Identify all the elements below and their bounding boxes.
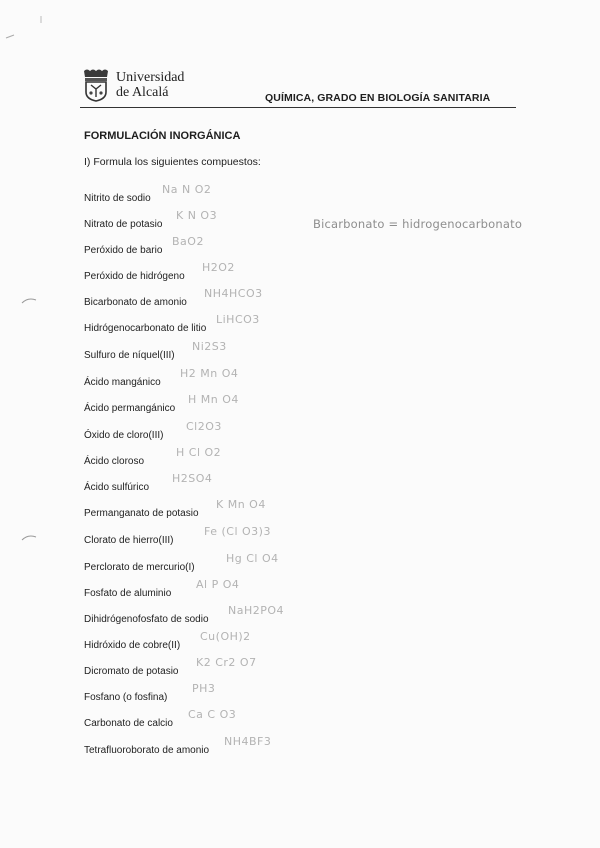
compound-name: Nitrito de sodio bbox=[84, 193, 151, 204]
handwritten-formula: Hg Cl O4 bbox=[226, 552, 279, 565]
compound-name: Sulfuro de níquel(III) bbox=[84, 350, 175, 361]
handwritten-side-note: Bicarbonato = hidrogenocarbonato bbox=[313, 217, 523, 231]
compound-row bbox=[84, 313, 260, 336]
compound-row bbox=[84, 656, 257, 679]
compound-name: Hidróxido de cobre(II) bbox=[84, 640, 181, 651]
compound-name: Ácido sulfúrico bbox=[84, 482, 150, 493]
compound-row bbox=[84, 287, 263, 310]
handwritten-formula: Ca C O3 bbox=[188, 708, 237, 721]
compound-name: Dihidrógenofosfato de sodio bbox=[84, 614, 209, 625]
compound-name: Clorato de hierro(III) bbox=[84, 535, 174, 546]
compound-row bbox=[84, 367, 239, 390]
compound-name: Permanganato de potasio bbox=[84, 508, 199, 519]
compound-row bbox=[84, 209, 218, 232]
compound-name: Ácido cloroso bbox=[84, 456, 145, 467]
compound-row bbox=[84, 183, 212, 206]
handwritten-formula: H Mn O4 bbox=[188, 393, 239, 406]
compound-row bbox=[84, 682, 216, 705]
course-title: QUÍMICA, GRADO EN BIOLOGÍA SANITARIA bbox=[265, 92, 491, 104]
compound-row bbox=[84, 735, 272, 758]
handwritten-formula: H Cl O2 bbox=[176, 446, 222, 459]
handwritten-formula: NH4HCO3 bbox=[204, 287, 263, 300]
compound-name: Fosfano (o fosfina) bbox=[84, 692, 168, 703]
compound-name: Peróxido de hidrógeno bbox=[84, 271, 185, 282]
handwritten-formula: Al P O4 bbox=[196, 578, 240, 591]
compound-row bbox=[84, 552, 279, 575]
handwritten-formula: H2O2 bbox=[202, 261, 235, 274]
compound-name: Ácido permangánico bbox=[84, 403, 176, 414]
scan-mark-icon bbox=[4, 32, 18, 42]
compound-row bbox=[84, 472, 213, 495]
handwritten-formula: H2SO4 bbox=[172, 472, 213, 485]
punch-hole-mark-icon bbox=[20, 533, 38, 543]
university-name bbox=[116, 70, 184, 100]
handwritten-formula: K Mn O4 bbox=[216, 498, 266, 511]
university-logo bbox=[80, 68, 190, 104]
compound-name: Peróxido de bario bbox=[84, 245, 163, 256]
compound-row bbox=[84, 393, 239, 416]
handwritten-formula: PH3 bbox=[192, 682, 216, 695]
compound-name: Tetrafluoroborato de amonio bbox=[84, 745, 210, 756]
compound-name: Hidrógenocarbonato de litio bbox=[84, 323, 207, 334]
university-name-line1: Universidad bbox=[116, 70, 185, 85]
compound-name: Ácido mangánico bbox=[84, 377, 161, 388]
compound-name: Dicromato de potasio bbox=[84, 666, 179, 677]
handwritten-formula: Na N O2 bbox=[162, 183, 212, 196]
section-title: FORMULACIÓN INORGÁNICA bbox=[84, 130, 241, 142]
university-name-line2: de Alcalá bbox=[116, 85, 169, 100]
handwritten-formula: H2 Mn O4 bbox=[180, 367, 239, 380]
handwritten-formula: NaH2PO4 bbox=[228, 604, 285, 617]
handwritten-formula: BaO2 bbox=[172, 235, 204, 248]
compound-row bbox=[84, 498, 266, 521]
compound-row bbox=[84, 340, 227, 363]
compound-row bbox=[84, 420, 222, 443]
scan-mark-icon bbox=[38, 14, 44, 26]
compound-row bbox=[84, 578, 240, 601]
compound-name: Óxido de cloro(III) bbox=[84, 430, 164, 441]
header-divider bbox=[80, 107, 516, 108]
handwritten-formula: LiHCO3 bbox=[216, 313, 260, 326]
handwritten-formula: NH4BF3 bbox=[224, 735, 272, 748]
handwritten-formula: K N O3 bbox=[176, 209, 218, 222]
compound-row bbox=[84, 604, 285, 627]
compound-name: Nitrato de potasio bbox=[84, 219, 163, 230]
compound-row bbox=[84, 235, 204, 258]
compound-name: Bicarbonato de amonio bbox=[84, 297, 187, 308]
compound-row bbox=[84, 446, 222, 469]
compound-row bbox=[84, 261, 235, 284]
handwritten-formula: Fe (Cl O3)3 bbox=[204, 525, 271, 538]
punch-hole-mark-icon bbox=[20, 296, 38, 306]
compound-row bbox=[84, 630, 251, 653]
handwritten-formula: Ni2S3 bbox=[192, 340, 227, 353]
compound-name: Fosfato de aluminio bbox=[84, 588, 172, 599]
handwritten-formula: Cl2O3 bbox=[186, 420, 222, 433]
compound-name: Carbonato de calcio bbox=[84, 718, 173, 729]
handwritten-formula: Cu(OH)2 bbox=[200, 630, 251, 643]
compound-name: Perclorato de mercurio(I) bbox=[84, 562, 195, 573]
compound-row bbox=[84, 708, 237, 731]
handwritten-formula: K2 Cr2 O7 bbox=[196, 656, 257, 669]
compound-row bbox=[84, 525, 271, 548]
exercise-instruction: I) Formula los siguientes compuestos: bbox=[84, 156, 261, 168]
university-crest-icon bbox=[80, 68, 112, 102]
